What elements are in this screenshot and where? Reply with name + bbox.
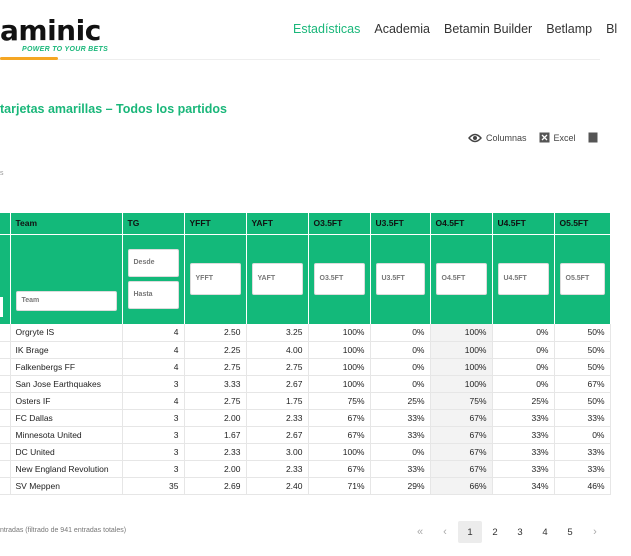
cell-o45: 67%: [430, 409, 492, 426]
page-4-button[interactable]: 4: [542, 526, 548, 538]
cell-o45: 75%: [430, 392, 492, 409]
cell-yaft: 2.33: [246, 409, 308, 426]
next-page-button[interactable]: ›: [593, 526, 597, 538]
table-row[interactable]: [0, 341, 610, 358]
cell-yfft: 3.33: [184, 375, 246, 392]
eye-icon: [468, 133, 482, 143]
cell-o45: 67%: [430, 443, 492, 460]
row-rank-cell: [0, 477, 10, 494]
cell-o35: 100%: [308, 375, 370, 392]
table-row[interactable]: [0, 324, 610, 341]
cell-yfft: 2.33: [184, 443, 246, 460]
o45-filter-input[interactable]: O4.5FT: [436, 263, 487, 295]
logo-accent: [0, 57, 58, 60]
col-u35-header[interactable]: U3.5FT: [370, 213, 430, 234]
cell-tg: 3: [122, 460, 184, 477]
nav-estadisticas[interactable]: Estadísticas: [293, 22, 361, 36]
cell-o35: 67%: [308, 409, 370, 426]
main-nav: [293, 22, 631, 36]
cell-yfft: 2.50: [184, 324, 246, 341]
u35-filter-input[interactable]: U3.5FT: [376, 263, 425, 295]
cell-o45: 100%: [430, 358, 492, 375]
filter-rank-input[interactable]: [0, 297, 3, 317]
nav-betamin-builder[interactable]: Betamin Builder: [443, 22, 533, 36]
first-page-button[interactable]: «: [416, 526, 424, 538]
cell-o55: 50%: [554, 341, 610, 358]
table-row[interactable]: [0, 392, 610, 409]
cell-team[interactable]: Falkenbergs FF: [10, 358, 122, 375]
page-3-button[interactable]: 3: [517, 526, 523, 538]
col-yaft-header[interactable]: YAFT: [246, 213, 308, 234]
tg-to-input[interactable]: Hasta: [128, 281, 179, 309]
cell-u45: 33%: [492, 409, 554, 426]
yfft-filter-input[interactable]: YFFT: [190, 263, 241, 295]
cell-u35: 0%: [370, 324, 430, 341]
table-toolbar: [468, 132, 614, 143]
logo[interactable]: aminic: [0, 14, 101, 47]
row-rank-cell: [0, 443, 10, 460]
team-filter-input[interactable]: Team: [16, 291, 117, 311]
cell-yfft: 2.69: [184, 477, 246, 494]
cell-yaft: 4.00: [246, 341, 308, 358]
cell-o45: 100%: [430, 324, 492, 341]
cell-team[interactable]: Minnesota United: [10, 426, 122, 443]
cell-u35: 33%: [370, 426, 430, 443]
excel-label: Excel: [553, 132, 576, 143]
col-o35-header[interactable]: O3.5FT: [308, 213, 370, 234]
filter-o55: [554, 234, 610, 324]
table-body: [0, 324, 610, 494]
cell-yaft: 2.75: [246, 358, 308, 375]
page-title: tarjetas amarillas – Todos los partidos: [0, 102, 227, 116]
cell-o55: 0%: [554, 426, 610, 443]
row-rank-cell: [0, 375, 10, 392]
cell-yaft: 2.67: [246, 426, 308, 443]
cell-tg: 4: [122, 341, 184, 358]
cell-o35: 67%: [308, 426, 370, 443]
columns-button[interactable]: [468, 133, 527, 143]
table-row[interactable]: [0, 426, 610, 443]
page-2-button[interactable]: 2: [492, 526, 498, 538]
cell-team[interactable]: IK Brage: [10, 341, 122, 358]
col-yfft-header[interactable]: YFFT: [184, 213, 246, 234]
cell-u45: 0%: [492, 358, 554, 375]
cell-yaft: 2.40: [246, 477, 308, 494]
nav-betlamp[interactable]: Betlamp: [546, 22, 593, 36]
cell-team[interactable]: San Jose Earthquakes: [10, 375, 122, 392]
cell-yaft: 2.67: [246, 375, 308, 392]
cell-u35: 0%: [370, 358, 430, 375]
cell-o45: 67%: [430, 460, 492, 477]
cell-u45: 33%: [492, 460, 554, 477]
col-team-header[interactable]: Team: [10, 213, 122, 234]
cell-yaft: 2.33: [246, 460, 308, 477]
cell-team[interactable]: New England Revolution: [10, 460, 122, 477]
cell-o45: 67%: [430, 426, 492, 443]
cell-tg: 4: [122, 358, 184, 375]
cell-yfft: 2.25: [184, 341, 246, 358]
col-o45-header[interactable]: O4.5FT: [430, 213, 492, 234]
cell-u45: 0%: [492, 375, 554, 392]
filter-o35: [308, 234, 370, 324]
cell-u45: 33%: [492, 426, 554, 443]
filter-row: [0, 234, 610, 324]
cell-o55: 33%: [554, 460, 610, 477]
cell-tg: 3: [122, 426, 184, 443]
cell-u45: 34%: [492, 477, 554, 494]
cell-u35: 0%: [370, 341, 430, 358]
filter-tg: [122, 234, 184, 324]
cell-u45: 33%: [492, 443, 554, 460]
cell-o35: 67%: [308, 460, 370, 477]
cell-o55: 50%: [554, 358, 610, 375]
cell-yfft: 2.00: [184, 460, 246, 477]
cell-o45: 100%: [430, 375, 492, 392]
u45-filter-input[interactable]: U4.5FT: [498, 263, 549, 295]
cell-u35: 33%: [370, 409, 430, 426]
cell-team[interactable]: FC Dallas: [10, 409, 122, 426]
site-header: [0, 0, 618, 60]
cell-o55: 46%: [554, 477, 610, 494]
excel-button[interactable]: [539, 132, 576, 143]
o35-filter-input[interactable]: O3.5FT: [314, 263, 365, 295]
cell-o55: 33%: [554, 443, 610, 460]
row-rank-cell: [0, 460, 10, 477]
filter-yaft: [246, 234, 308, 324]
row-rank-cell: [0, 358, 10, 375]
header-row: [0, 213, 610, 234]
nav-academia[interactable]: Academia: [374, 22, 430, 36]
cell-u35: 25%: [370, 392, 430, 409]
cell-u45: 0%: [492, 341, 554, 358]
yaft-filter-input[interactable]: YAFT: [252, 263, 303, 295]
cell-u35: 33%: [370, 460, 430, 477]
cell-yaft: 3.25: [246, 324, 308, 341]
cell-tg: 4: [122, 324, 184, 341]
o55-filter-input[interactable]: O5.5FT: [560, 263, 605, 295]
col-tg-header[interactable]: TG: [122, 213, 184, 234]
row-rank-cell: [0, 341, 10, 358]
cell-tg: 3: [122, 409, 184, 426]
cell-o35: 71%: [308, 477, 370, 494]
cell-o45: 66%: [430, 477, 492, 494]
cell-u35: 0%: [370, 375, 430, 392]
cell-team[interactable]: Osters IF: [10, 392, 122, 409]
page-5-button[interactable]: 5: [567, 526, 573, 538]
col-o55-header[interactable]: O5.5FT: [554, 213, 610, 234]
cell-yfft: 2.75: [184, 392, 246, 409]
cell-o45: 100%: [430, 341, 492, 358]
stats-table-container: [0, 213, 605, 495]
row-rank-cell: [0, 426, 10, 443]
file-icon: [588, 132, 598, 143]
table-row[interactable]: [0, 443, 610, 460]
table-row[interactable]: [0, 460, 610, 477]
excel-icon: [539, 132, 550, 143]
table-row[interactable]: [0, 409, 610, 426]
cell-tg: 3: [122, 375, 184, 392]
col-rank-header[interactable]: [0, 213, 10, 234]
table-info: ntradas (filtrado de 941 entradas totales): [0, 527, 127, 534]
cell-o55: 33%: [554, 409, 610, 426]
cell-u35: 0%: [370, 443, 430, 460]
row-rank-cell: [0, 324, 10, 341]
cell-o35: 100%: [308, 324, 370, 341]
cell-tg: 3: [122, 443, 184, 460]
cell-o55: 67%: [554, 375, 610, 392]
cell-team[interactable]: SV Meppen: [10, 477, 122, 494]
length-label: s: [0, 170, 4, 177]
filter-o45: [430, 234, 492, 324]
nav-blog[interactable]: Bl: [606, 22, 618, 36]
table-row[interactable]: [0, 477, 610, 494]
cell-o35: 75%: [308, 392, 370, 409]
row-rank-cell: [0, 392, 10, 409]
cell-u35: 29%: [370, 477, 430, 494]
col-u45-header[interactable]: U4.5FT: [492, 213, 554, 234]
cell-tg: 4: [122, 392, 184, 409]
cell-yaft: 3.00: [246, 443, 308, 460]
cell-tg: 35: [122, 477, 184, 494]
cell-o35: 100%: [308, 443, 370, 460]
filter-u35: [370, 234, 430, 324]
pagination: [408, 521, 608, 543]
table-row[interactable]: [0, 375, 610, 392]
page-1-button[interactable]: 1: [458, 521, 482, 543]
cell-u45: 25%: [492, 392, 554, 409]
cell-yfft: 2.75: [184, 358, 246, 375]
filter-team: [10, 234, 122, 324]
filter-u45: [492, 234, 554, 324]
table-row[interactable]: [0, 358, 610, 375]
pdf-button[interactable]: [588, 132, 602, 143]
filter-yfft: [184, 234, 246, 324]
cell-yaft: 1.75: [246, 392, 308, 409]
cell-team[interactable]: DC United: [10, 443, 122, 460]
cell-yfft: 2.00: [184, 409, 246, 426]
cell-o55: 50%: [554, 392, 610, 409]
tg-from-input[interactable]: Desde: [128, 249, 179, 277]
cell-yfft: 1.67: [184, 426, 246, 443]
prev-page-button[interactable]: ‹: [443, 526, 447, 538]
cell-o35: 100%: [308, 341, 370, 358]
filter-rank: [0, 234, 10, 324]
cell-o35: 100%: [308, 358, 370, 375]
row-rank-cell: [0, 409, 10, 426]
cell-u45: 0%: [492, 324, 554, 341]
columns-label: Columnas: [486, 132, 527, 143]
stats-table: [0, 213, 611, 495]
cell-o55: 50%: [554, 324, 610, 341]
logo-tagline: POWER TO YOUR BETS: [22, 46, 109, 53]
cell-team[interactable]: Orgryte IS: [10, 324, 122, 341]
